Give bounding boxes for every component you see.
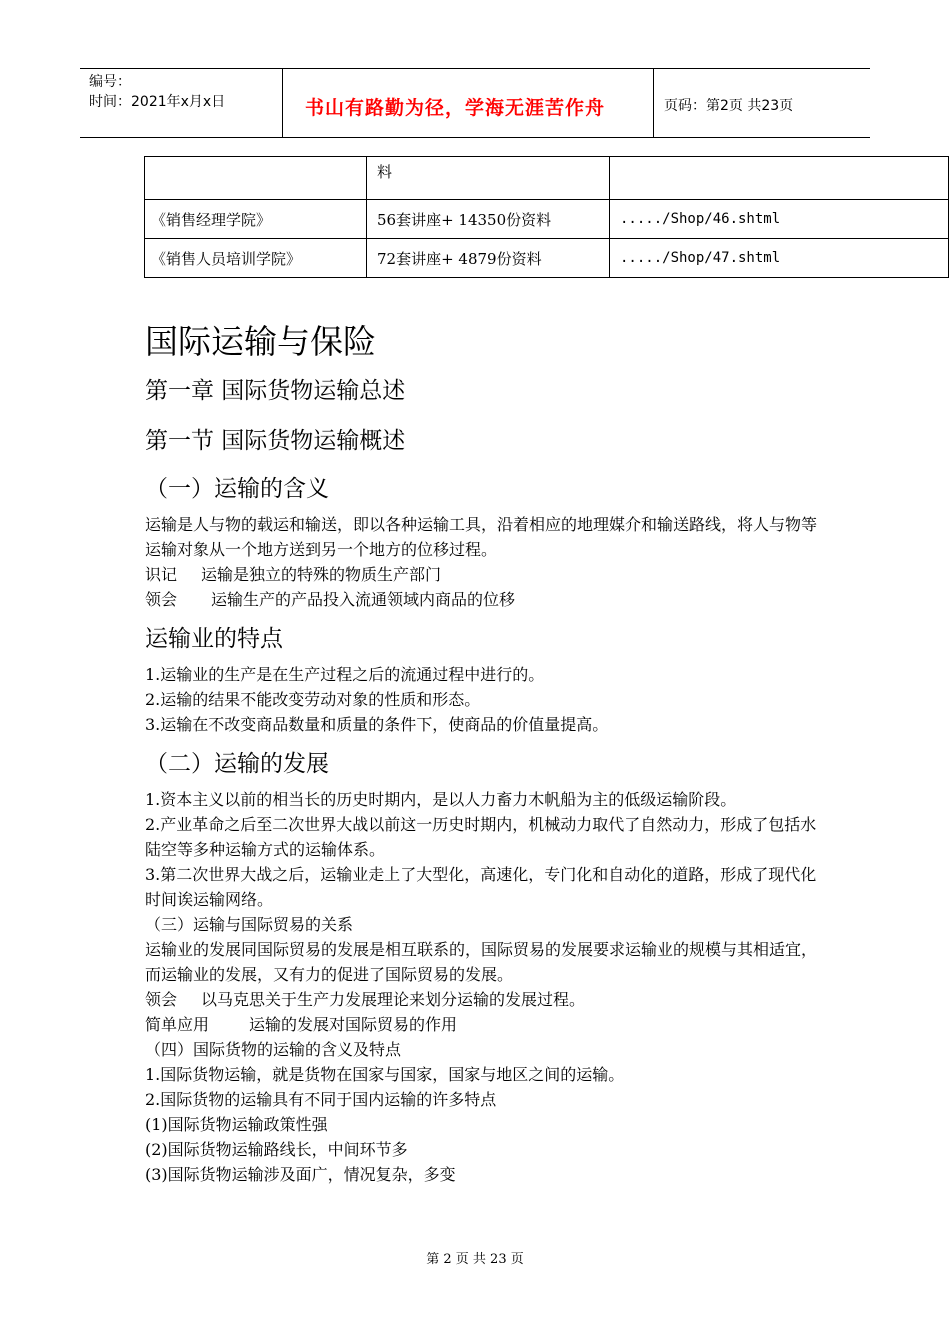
header-motto-cell (282, 69, 654, 137)
header-page-cell (654, 69, 870, 137)
subheading-development: （二）运输的发展 (145, 751, 329, 777)
header-motto: 书山有路勤为径，学海无涯苦作舟 (305, 97, 606, 119)
note-label: 领会 (145, 990, 178, 1009)
note-text: 运输生产的产品投入流通领域内商品的位移 (211, 590, 516, 609)
list-item: (3)国际货物运输涉及面广，情况复杂，多变 (145, 1165, 456, 1184)
note-recognize (145, 562, 825, 587)
note-label: 简单应用 (145, 1015, 210, 1034)
table-cell: 《销售经理学院》 (145, 200, 367, 239)
table-row (145, 157, 949, 200)
subheading-international: （四）国际货物的运输的含义及特点 (145, 1040, 402, 1059)
list-item: 2.运输的结果不能改变劳动对象的性质和形态。 (145, 690, 481, 709)
page-footer: 第 2 页 共 23 页 (426, 1252, 524, 1267)
header-number: 编号： (89, 74, 131, 90)
header-time: 时间：2021年x月x日 (89, 94, 226, 110)
document-body (145, 318, 825, 1187)
header-meta (80, 69, 282, 137)
header-page-info: 页码：第2页 共23页 (664, 98, 794, 114)
list-item: (1)国际货物运输政策性强 (145, 1115, 328, 1134)
paragraph-definition: 运输是人与物的载运和输送，即以各种运输工具，沿着相应的地理媒介和输送路线，将人与物等运输对象从一个地方送到另一个地方的位移过程。 (145, 515, 818, 559)
subheading-trade: （三）运输与国际贸易的关系 (145, 915, 354, 934)
table-cell-link[interactable]: ...../Shop/46.shtml (610, 200, 949, 239)
document-title: 国际运输与保险 (145, 322, 376, 361)
note-apply (145, 1012, 825, 1037)
note-label: 识记 (145, 565, 178, 584)
table-cell: 《销售人员培训学院》 (145, 239, 367, 278)
note-text: 以马克思关于生产力发展理论来划分运输的发展过程。 (201, 990, 586, 1009)
table-row (145, 239, 949, 278)
reference-table (144, 156, 949, 278)
subheading-meaning: （一）运输的含义 (145, 476, 329, 502)
note-understand-2 (145, 987, 825, 1012)
list-item: 1.国际货物运输，就是货物在国家与国家，国家与地区之间的运输。 (145, 1065, 625, 1084)
list-item: 3.第二次世界大战之后，运输业走上了大型化，高速化，专门化和自动化的道路，形成了现代化时间诶运输网络。 (145, 865, 817, 909)
list-item: 1.资本主义以前的相当长的历史时期内，是以人力畜力木帆船为主的低级运输阶段。 (145, 790, 737, 809)
table-cell: 72套讲座+ 4879份资料 (367, 239, 610, 278)
table-row (145, 200, 949, 239)
note-understand (145, 587, 825, 612)
page-header (80, 68, 870, 138)
section-heading: 第一节 国际货物运输概述 (145, 428, 406, 454)
table-cell (145, 157, 367, 200)
list-item: 2.国际货物的运输具有不同于国内运输的许多特点 (145, 1090, 497, 1109)
list-item: (2)国际货物运输路线长，中间环节多 (145, 1140, 408, 1159)
note-text: 运输是独立的特殊的物质生产部门 (201, 565, 442, 584)
table-cell-link[interactable]: ...../Shop/47.shtml (610, 239, 949, 278)
note-text: 运输的发展对国际贸易的作用 (249, 1015, 458, 1034)
subheading-features: 运输业的特点 (145, 626, 283, 652)
table-cell: 料 (367, 157, 610, 200)
chapter-heading: 第一章 国际货物运输总述 (145, 378, 406, 404)
list-item: 3.运输在不改变商品数量和质量的条件下，使商品的价值量提高。 (145, 715, 609, 734)
paragraph-trade: 运输业的发展同国际贸易的发展是相互联系的，国际贸易的发展要求运输业的规模与其相适宜，而运输业的发展，又有力的促进了国际贸易的发展。 (145, 940, 818, 984)
list-item: 1.运输业的生产是在生产过程之后的流通过程中进行的。 (145, 665, 545, 684)
table-cell (610, 157, 949, 200)
list-item: 2.产业革命之后至二次世界大战以前这一历史时期内，机械动力取代了自然动力，形成了包括水陆空等多种运输方式的运输体系。 (145, 815, 817, 859)
note-label: 领会 (145, 590, 178, 609)
table-cell: 56套讲座+ 14350份资料 (367, 200, 610, 239)
